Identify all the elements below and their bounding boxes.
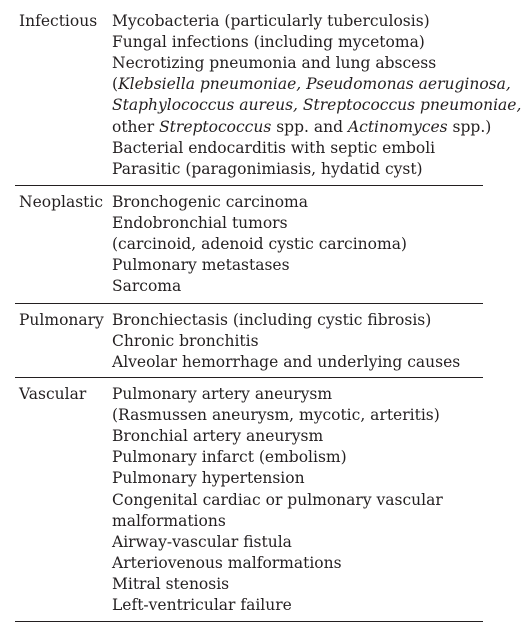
text-segment: Bronchiectasis (including cystic fibrosis) <box>112 311 432 329</box>
text-segment: (carcinoid, adenoid cystic carcinoma) <box>112 235 407 254</box>
italic-text: Staphylococcus aureus, Streptococcus pneumoniae, <box>112 96 521 115</box>
group-divider <box>15 377 483 378</box>
condition-line <box>112 554 342 572</box>
condition-line <box>112 256 290 274</box>
text-segment: Fungal infections (including mycetoma) <box>112 33 425 52</box>
group-divider <box>15 303 483 304</box>
text-segment: Left-ventricular failure <box>112 596 292 614</box>
condition-line <box>112 533 292 551</box>
condition-line <box>112 575 229 593</box>
condition-line <box>112 33 425 51</box>
text-segment: Bronchogenic carcinoma <box>112 193 308 211</box>
condition-line <box>112 427 323 445</box>
condition-line <box>112 469 305 487</box>
condition-line <box>112 96 521 115</box>
condition-line <box>112 596 292 614</box>
text-segment: Mycobacteria (particularly tuberculosis) <box>112 12 430 30</box>
text-segment: ( <box>112 75 119 94</box>
italic-text: Klebsiella pneumoniae, Pseudomonas aeruginosa, <box>118 75 511 94</box>
text-segment: other <box>112 117 160 136</box>
text-segment: Pulmonary infarct (embolism) <box>112 448 347 467</box>
text-segment: Necrotizing pneumonia and lung abscess <box>112 54 437 73</box>
condition-line <box>112 277 181 295</box>
italic-text: Streptococcus <box>159 117 272 136</box>
condition-line <box>112 512 226 530</box>
condition-line <box>112 193 308 211</box>
group-divider <box>15 185 483 186</box>
text-segment: spp. and <box>271 117 348 136</box>
condition-line <box>112 353 460 371</box>
text-segment: spp.) <box>447 117 492 136</box>
condition-line <box>112 139 435 157</box>
text-segment: Pulmonary hypertension <box>112 469 305 488</box>
text-segment: Congenital cardiac or pulmonary vascular <box>112 490 443 509</box>
text-segment: Arteriovenous malformations <box>112 553 342 572</box>
condition-line <box>112 235 407 253</box>
condition-line <box>112 311 431 329</box>
condition-line <box>112 332 259 350</box>
category-label: Vascular <box>19 385 87 403</box>
text-segment: Bacterial endocarditis with septic emboli <box>112 138 436 157</box>
text-segment: Endobronchial tumors <box>112 214 288 233</box>
condition-line <box>112 54 436 72</box>
group-divider <box>15 621 483 622</box>
text-segment: Airway-vascular fistula <box>112 532 292 551</box>
text-segment: (Rasmussen aneurysm, mycotic, arteritis) <box>112 406 440 425</box>
condition-line <box>112 75 511 94</box>
text-segment: Chronic bronchitis <box>112 332 259 351</box>
text-segment: malformations <box>112 511 226 530</box>
text-segment: Bronchial artery aneurysm <box>112 427 324 446</box>
condition-line <box>112 214 288 232</box>
condition-line <box>112 406 440 424</box>
category-label: Infectious <box>19 12 98 30</box>
condition-line <box>112 491 443 509</box>
condition-line <box>112 160 423 178</box>
text-segment: Pulmonary metastases <box>112 256 290 275</box>
condition-line <box>112 385 332 403</box>
category-label: Neoplastic <box>19 193 104 211</box>
condition-line <box>112 448 347 466</box>
category-label: Pulmonary <box>19 311 104 329</box>
text-segment: Mitral stenosis <box>112 574 230 593</box>
text-segment: Parasitic (paragonimiasis, hydatid cyst) <box>112 159 423 178</box>
text-segment: Pulmonary artery aneurysm <box>112 385 333 403</box>
italic-text: Actinomyces <box>347 117 448 136</box>
condition-line <box>112 117 492 136</box>
condition-line <box>112 12 430 30</box>
text-segment: Sarcoma <box>112 277 182 296</box>
text-segment: Alveolar hemorrhage and underlying causes <box>112 353 461 372</box>
